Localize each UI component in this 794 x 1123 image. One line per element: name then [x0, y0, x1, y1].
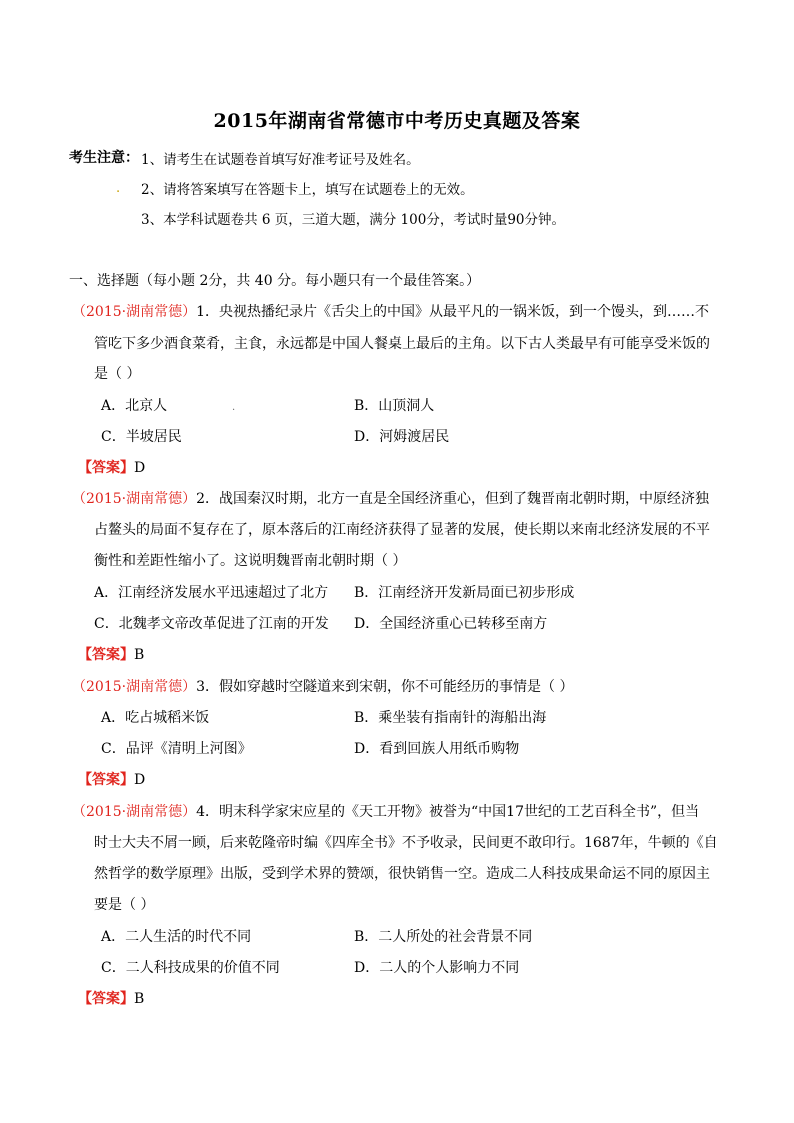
answer-label: 【答案】 — [78, 772, 134, 788]
question-4-line-4: 要是（ ） — [94, 897, 155, 913]
option-b: B．山顶洞人 — [354, 398, 435, 414]
question-source: （2015·湖南常德） — [72, 304, 197, 320]
answer-label: 【答案】 — [78, 991, 134, 1007]
option-b: B．二人所处的社会背景不同 — [354, 929, 533, 945]
note-dot: . — [116, 181, 121, 196]
answer-2 — [78, 644, 144, 664]
answer-4 — [78, 988, 144, 1008]
question-3-line-1 — [72, 676, 573, 696]
note-item-3: 3、本学科试题卷共 6 页，三道大题，满分 100分，考试时量90分钟。 — [141, 212, 565, 228]
option-c: C．二人科技成果的价值不同 — [101, 960, 280, 976]
note-item-2: 2、请将答案填写在答题卡上，填写在试题卷上的无效。 — [141, 182, 474, 198]
answer-1 — [78, 457, 145, 477]
option-d: D．全国经济重心已转移至南方 — [354, 616, 548, 632]
answer-3 — [78, 769, 145, 789]
option-c: C．品评《清明上河图》 — [101, 741, 252, 757]
question-text: 3．假如穿越时空隧道来到宋朝，你不可能经历的事情是（ ） — [196, 679, 574, 695]
option-a: A．二人生活的时代不同 — [101, 929, 252, 945]
answer-value: B — [134, 647, 145, 663]
question-source: （2015·湖南常德） — [72, 679, 197, 695]
stray-mark: . — [232, 402, 236, 413]
question-4-line-2: 时士大夫不屑一顾，后来乾隆帝时编《四库全书》不予收录，民间更不敢印行。1687年，牛顿的《自 — [94, 835, 718, 851]
question-2-line-1 — [72, 488, 709, 508]
option-b: B．乘坐装有指南针的海船出海 — [354, 710, 547, 726]
note-item-1: 1、请考生在试题卷首填写好准考证号及姓名。 — [141, 152, 420, 168]
question-1-line-3: 是（ ） — [94, 366, 141, 382]
answer-label: 【答案】 — [78, 460, 134, 476]
question-4-line-3: 然哲学的数学原理》出版，受到学术界的赞颂，很快销售一空。造成二人科技成果命运不同的原因主 — [94, 866, 710, 882]
option-a: A．吃占城稻米饭 — [101, 710, 210, 726]
question-2-line-3: 衡性和差距性缩小了。这说明魏晋南北朝时期（ ） — [94, 553, 407, 569]
question-source: （2015·湖南常德） — [72, 491, 197, 507]
option-a: A．江南经济发展水平迅速超过了北方 — [94, 585, 329, 601]
answer-label: 【答案】 — [78, 647, 134, 663]
question-source: （2015·湖南常德） — [72, 804, 197, 820]
option-d: D．二人的个人影响力不同 — [354, 960, 520, 976]
page-title: 2015年湖南省常德市中考历史真题及答案 — [213, 110, 581, 132]
option-a: A．北京人 — [101, 398, 168, 414]
question-text: 2．战国秦汉时期，北方一直是全国经济重心，但到了魏晋南北朝时期，中原经济独 — [196, 491, 709, 507]
option-d: D．看到回族人用纸币购物 — [354, 741, 520, 757]
section-heading: 一、选择题（每小题 2分，共 40 分。每小题只有一个最佳答案。） — [69, 273, 481, 289]
option-b: B．江南经济开发新局面已初步形成 — [354, 585, 575, 601]
question-text: 1．央视热播纪录片《舌尖上的中国》从最平凡的一锅米饭，到一个馒头，到……不 — [196, 304, 709, 320]
answer-value: B — [134, 991, 145, 1007]
notes-label: 考生注意： — [69, 150, 139, 166]
answer-value: D — [134, 772, 146, 788]
question-text: 4．明末科学家宋应星的《天工开物》被誉为“中国17世纪的工艺百科全书”，但当 — [196, 804, 700, 820]
answer-value: D — [134, 460, 146, 476]
question-1-line-2: 管吃下多少酒食菜肴，主食，永远都是中国人餐桌上最后的主角。以下古人类最早有可能享受米饭的 — [94, 336, 710, 352]
option-c: C．半坡居民 — [101, 429, 182, 445]
question-2-line-2: 占鳌头的局面不复存在了，原本落后的江南经济获得了显著的发展，使长期以来南北经济发展的不平 — [94, 522, 710, 538]
question-1-line-1 — [72, 301, 709, 321]
option-d: D．河姆渡居民 — [354, 429, 450, 445]
question-4-line-1 — [72, 801, 699, 821]
option-c: C．北魏孝文帝改革促进了江南的开发 — [94, 616, 329, 632]
